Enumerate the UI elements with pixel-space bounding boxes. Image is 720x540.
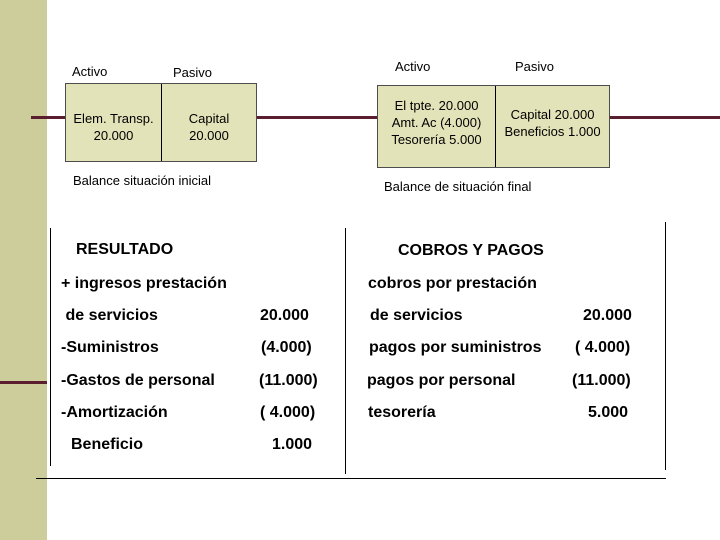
resultado-row-value: (4.000) <box>261 339 312 356</box>
resultado-row-value: (11.000) <box>259 372 318 389</box>
frame-bottom-line <box>36 478 666 479</box>
final-activo-cell <box>378 97 495 148</box>
cobros-row-value: 20.000 <box>583 307 632 324</box>
initial-activo-line: Elem. Transp. <box>73 111 154 126</box>
cobros-row-value: (11.000) <box>572 372 631 389</box>
resultado-row-label: Beneficio <box>71 436 144 453</box>
initial-pasivo-label: Pasivo <box>173 65 213 80</box>
frame-left-line <box>50 228 51 466</box>
frame-right-line <box>665 222 666 470</box>
initial-pasivo-line: Capital <box>188 111 230 126</box>
final-activo-line: El tpte. 20.000 <box>394 98 479 113</box>
resultado-row-value: 20.000 <box>260 307 309 324</box>
final-pasivo-line: Capital 20.000 <box>510 107 595 122</box>
top-rule-right <box>610 116 720 119</box>
final-pasivo-label: Pasivo <box>515 59 555 74</box>
cobros-row-label: pagos por personal <box>367 372 516 389</box>
top-rule-left <box>31 116 66 119</box>
resultado-row-label: de servicios <box>61 307 158 324</box>
resultado-row-label: + ingresos prestación <box>61 275 227 292</box>
initial-balance-box <box>65 83 257 162</box>
final-balance-box <box>377 85 610 168</box>
resultado-heading: RESULTADO <box>76 241 174 258</box>
final-balance-caption: Balance de situación final <box>384 179 532 194</box>
cobros-row-label: cobros por prestación <box>368 275 537 292</box>
final-activo-line: Tesorería 5.000 <box>391 132 482 147</box>
initial-pasivo-cell <box>162 110 256 144</box>
initial-activo-line: 20.000 <box>93 128 134 143</box>
resultado-row-value: 1.000 <box>272 436 313 453</box>
cobros-heading: COBROS Y PAGOS <box>398 242 544 259</box>
left-sidebar-bar <box>0 0 47 540</box>
final-activo-label: Activo <box>395 59 431 74</box>
resultado-row-value: ( 4.000) <box>260 404 316 421</box>
initial-activo-cell <box>66 110 161 144</box>
resultado-row-label: -Suministros <box>61 339 159 356</box>
initial-activo-label: Activo <box>72 64 108 79</box>
top-rule-middle <box>257 116 377 119</box>
cobros-row-value: 5.000 <box>588 404 629 421</box>
bottom-rule-left <box>0 381 47 384</box>
initial-pasivo-line: 20.000 <box>189 128 229 143</box>
cobros-row-value: ( 4.000) <box>575 339 631 356</box>
initial-balance-caption: Balance situación inicial <box>73 173 212 188</box>
resultado-row-label: -Amortización <box>61 404 168 421</box>
final-pasivo-cell <box>496 106 609 140</box>
frame-middle-line <box>345 228 346 474</box>
final-activo-line: Amt. Ac (4.000) <box>391 115 482 130</box>
final-pasivo-line: Beneficios 1.000 <box>504 124 601 139</box>
cobros-row-label: tesorería <box>368 404 436 421</box>
cobros-row-label: pagos por suministros <box>369 339 542 356</box>
resultado-row-label: -Gastos de personal <box>61 372 215 389</box>
cobros-row-label: de servicios <box>370 307 463 324</box>
